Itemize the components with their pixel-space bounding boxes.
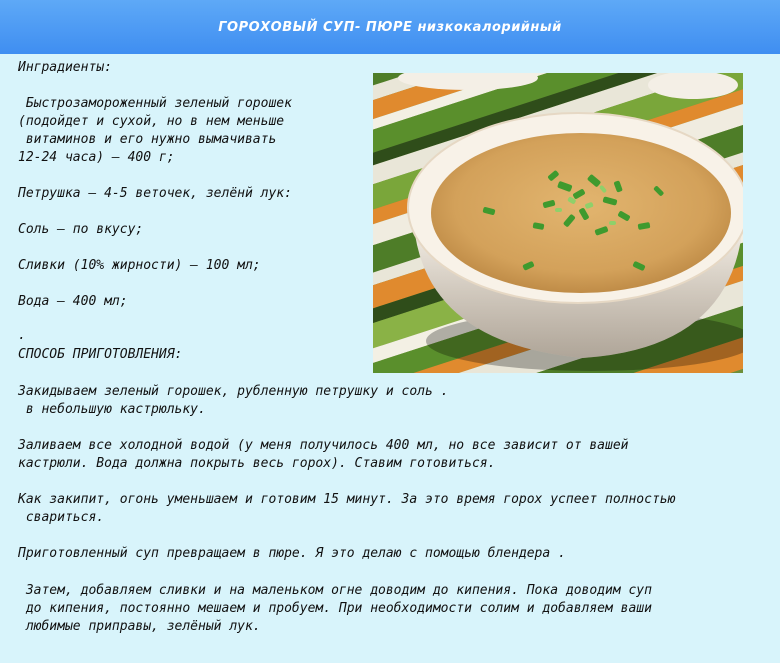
ingredient-cream: Сливки (10% жирности) — 100 мл;: [18, 258, 261, 273]
ingredient-peas-line-2: (подойдет и сухой, но в нем меньше: [18, 114, 285, 129]
separator-dot: .: [18, 328, 26, 343]
title-bar: [0, 0, 780, 54]
method-step-3-line-1: Как закипит, огонь уменьшаем и готовим 15 минут. За это время горох успеет полностью: [18, 492, 676, 507]
method-step-1-line-2: в небольшую кастрюльку.: [18, 402, 206, 417]
ingredient-water: Вода — 400 мл;: [18, 294, 128, 309]
method-step-4-line-1: Приготовленный суп превращаем в пюре. Я это делаю с помощью блендера .: [18, 546, 566, 561]
method-step-1-line-1: Закидываем зеленый горошек, рубленную петрушку и соль .: [18, 384, 449, 399]
ingredient-peas-line-1: Быстрозамороженный зеленый горошек: [18, 96, 292, 111]
method-step-2-line-2: кастрюли. Вода должна покрыть весь горох). Ставим готовиться.: [18, 456, 496, 471]
soup-photo: [373, 73, 743, 373]
ingredient-parsley: Петрушка — 4-5 веточек, зелёнй лук:: [18, 186, 292, 201]
ingredient-peas-line-4: 12-24 часа) — 400 г;: [18, 150, 175, 165]
ingredient-peas-line-3: витаминов и его нужно вымачивать: [18, 132, 277, 147]
ingredients-heading: Инградиенты:: [18, 60, 112, 75]
method-step-3-line-2: свариться.: [18, 510, 105, 525]
method-heading: СПОСОБ ПРИГОТОВЛЕНИЯ:: [18, 347, 183, 362]
method-step-5-line-3: любимые приправы, зелёный лук.: [18, 619, 261, 634]
ingredient-salt: Соль — по вкусу;: [18, 222, 144, 237]
method-step-2-line-1: Заливаем все холодной водой (у меня получилось 400 мл, но все зависит от вашей: [18, 438, 629, 453]
method-step-5-line-2: до кипения, постоянно мешаем и пробуем. При необходимости солим и добавляем ваши: [18, 601, 652, 616]
method-step-5-line-1: Затем, добавляем сливки и на маленьком огне доводим до кипения. Пока доводим суп: [18, 583, 652, 598]
page-title: ГОРОХОВЫЙ СУП- ПЮРЕ низкокалорийный: [218, 19, 562, 35]
